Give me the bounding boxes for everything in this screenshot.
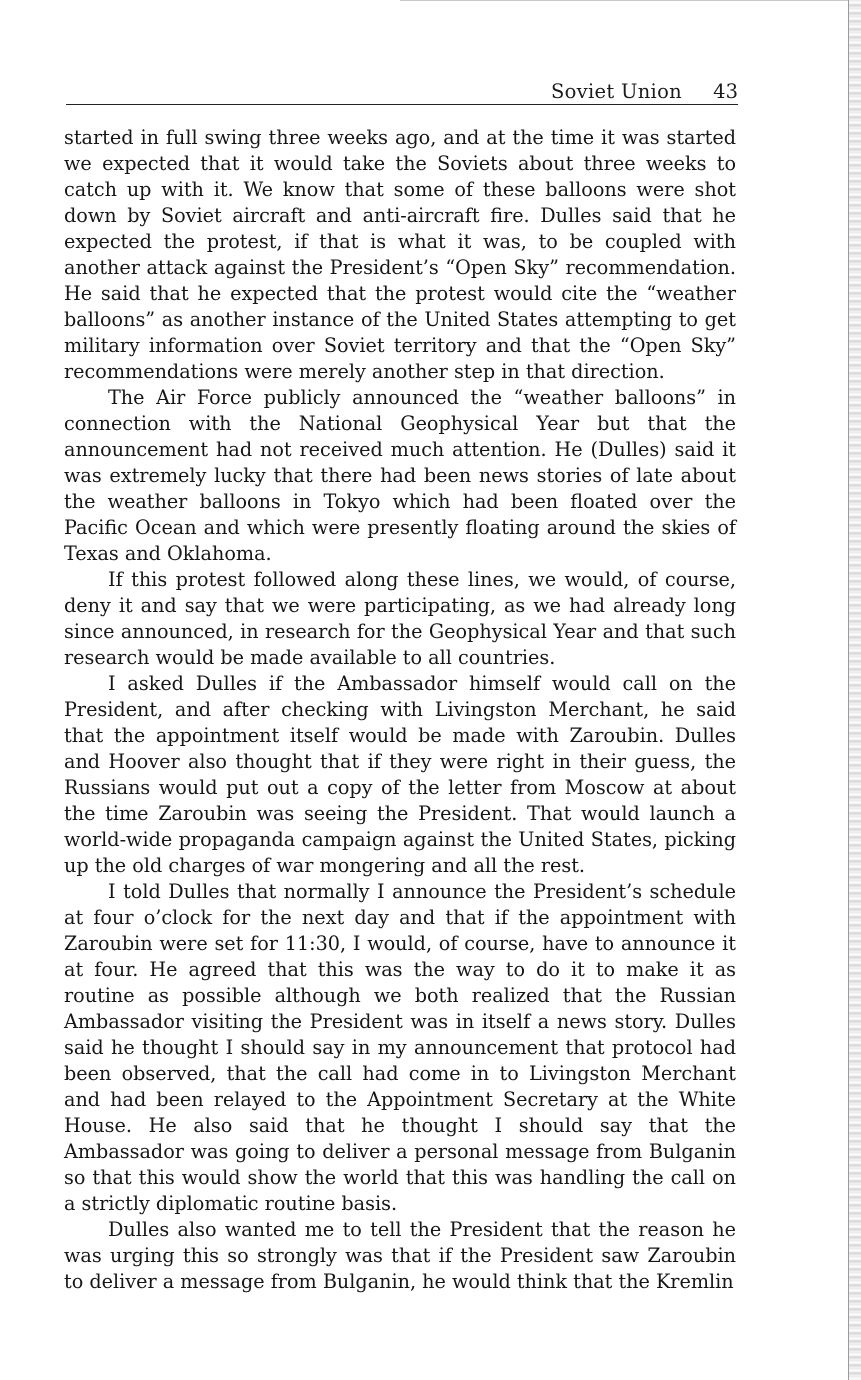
body-text <box>64 125 736 1295</box>
paragraph-5: I told Dulles that normally I announce the President’s schedule at four o’clock for the next day and that if the appointment with Zaroubin were set for 11:30, I would, of course, have to announce it at four. He agreed that this was the way to do it to make it as routine as possible although we both realized that the Russian Ambassador visiting the President was in itself a news story. Dulles said he thought I should say in my announcement that protocol had been observed, that the call had come in to Livingston Merchant and had been relayed to the Appointment Secretary at the White House. He also said that he thought I should say that the Ambassador was going to deliver a personal message from Bulganin so that this would show the world that this was handling the call on a strictly diplomatic routine basis. <box>64 880 736 1215</box>
paragraph-6: Dulles also wanted me to tell the President that the reason he was urging this so strongly was that if the President saw Zaroubin to deliver a message from Bulganin, he would think that the Kremlin <box>64 1218 736 1293</box>
page-number: 43 <box>713 80 738 103</box>
page-binding-edge <box>848 0 861 1380</box>
paragraph-1: started in full swing three weeks ago, and at the time it was started we expected that it would take the Soviets about three weeks to catch up with it. We know that some of these balloons were shot down by Soviet aircraft and anti-aircraft fire. Dulles said that he expected the protest, if that is what it was, to be coupled with another attack against the President’s “Open Sky” recommendation. He said that he expected that the protest would cite the “weather balloons” as another instance of the United States attempting to get military information over Soviet territory and that the “Open Sky” recommendations were merely another step in that direction. <box>64 126 736 383</box>
page-top-edge <box>400 0 861 1</box>
running-head-title: Soviet Union <box>550 80 682 103</box>
paragraph-2: The Air Force publicly announced the “weather balloons” in connection with the National Geophysical Year but that the announcement had not received much attention. He (Dulles) said it was extremely lucky that there had been news stories of late about the weather balloons in Tokyo which had been floated over the Pacific Ocean and which were presently floating around the skies of Texas and Oklahoma. <box>64 386 736 565</box>
paragraph-4: I asked Dulles if the Ambassador himself would call on the President, and after checking with Livingston Merchant, he said that the appointment itself would be made with Zaroubin. Dulles and Hoover also thought that if they were right in their guess, the Russians would put out a copy of the letter from Moscow at about the time Zaroubin was seeing the President. That would launch a world-wide propaganda campaign against the United States, picking up the old charges of war mongering and all the rest. <box>64 672 736 877</box>
paragraph-3: If this protest followed along these lines, we would, of course, deny it and say that we were participating, as we had already long since announced, in research for the Geophysical Year and that such research would be made available to all countries. <box>64 568 736 669</box>
running-head <box>66 78 738 105</box>
